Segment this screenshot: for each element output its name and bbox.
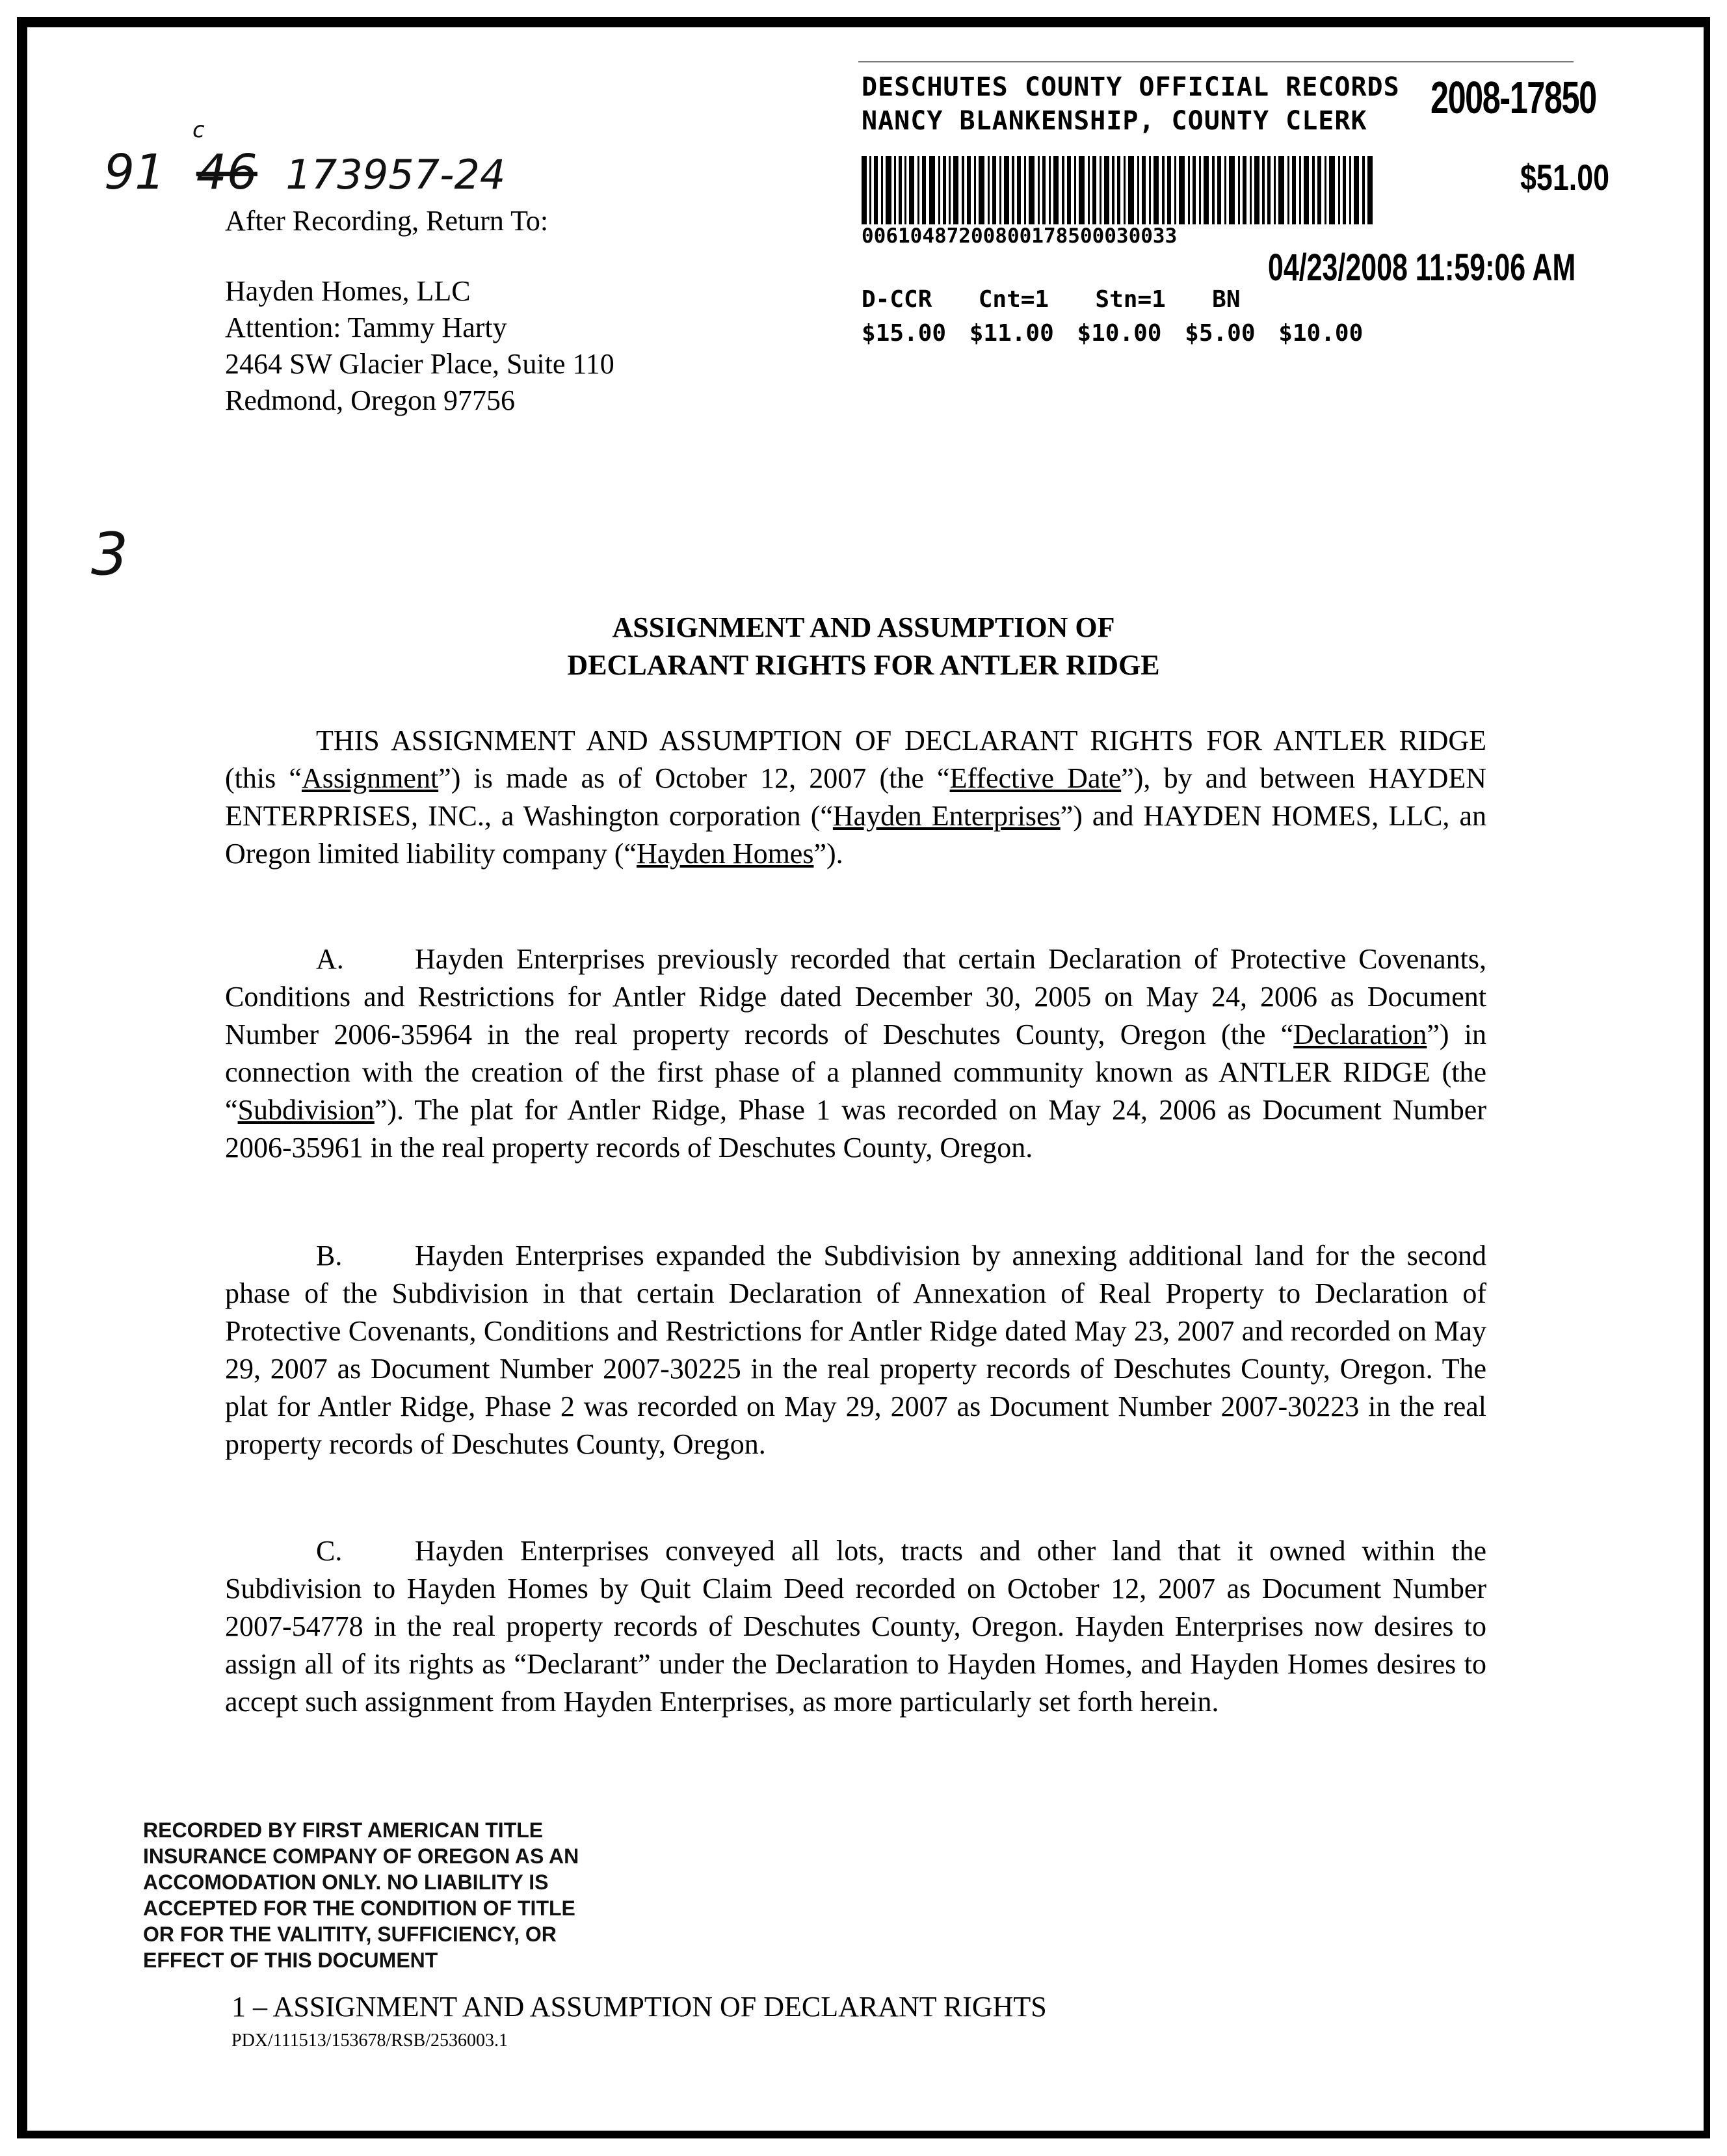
handwritten-order-number xyxy=(104,144,505,200)
return-line-street: 2464 SW Glacier Place, Suite 110 xyxy=(225,348,614,380)
handwritten-tick: c xyxy=(192,117,205,143)
return-address xyxy=(225,273,614,419)
handwritten-struck-number: 46 xyxy=(196,144,257,200)
return-heading: After Recording, Return To: xyxy=(225,205,549,237)
recording-fees-line: $15.00 $11.00 $10.00 $5.00 $10.00 xyxy=(862,320,1364,347)
recording-document-number: 2008-17850 xyxy=(1430,72,1596,123)
recital-c xyxy=(225,1532,1486,1721)
recording-code-line: D-CCR Cnt=1 Stn=1 BN xyxy=(862,286,1241,313)
county-records-line: DESCHUTES COUNTY OFFICIAL RECORDS xyxy=(862,72,1400,102)
recital-b xyxy=(225,1237,1486,1463)
intro-paragraph: THIS ASSIGNMENT AND ASSUMPTION OF DECLARANT RIGHTS FOR ANTLER RIDGE (this “Assignment”) is made as of October 12, 2007 (the “Effective Date”), by and between HAYDEN ENTERPRISES, INC., a Washington corporation (“Hayden Enterprises”) and HAYDEN HOMES, LLC, an Oregon limited liability company (“Hayden Homes”). xyxy=(225,725,1487,870)
title-line-1: ASSIGNMENT AND ASSUMPTION OF xyxy=(612,611,1115,643)
recital-b-label: B. xyxy=(316,1240,343,1271)
document-title xyxy=(0,609,1727,684)
handwritten-prefix: 91 xyxy=(104,144,166,200)
title-company-disclaimer: RECORDED BY FIRST AMERICAN TITLE INSURANCE COMPANY OF OREGON AS AN ACCOMODATION ONLY. NO LIABILITY IS ACCEPTED FOR THE CONDITION OF TITLE OR FOR THE VALITITY, SUFFICIENCY, OR EFFECT OF THIS DOCUMENT xyxy=(143,1818,579,1972)
defined-term-hayden-homes: Hayden Homes xyxy=(636,838,814,870)
recording-header xyxy=(862,70,1400,138)
recital-c-text: Hayden Enterprises conveyed all lots, tracts and other land that it owned within the Subdivision to Hayden Homes by Quit Claim Deed recorded on October 12, 2007 as Document Number 2007-54778 in the real property records of Deschutes County, Oregon. Hayden Enterprises now desires to assign all of its rights as “Declarant” under the Declaration to Hayden Homes, and Hayden Homes desires to accept such assignment from Hayden Enterprises, as more particularly set forth herein. xyxy=(225,1535,1486,1718)
recital-c-label: C. xyxy=(316,1535,343,1567)
recital-b-text: Hayden Enterprises expanded the Subdivision by annexing additional land for the second phase of the Subdivision in that certain Declaration of Annexation of Real Property to Declaration of Protective Covenants, Conditions and Restrictions for Antler Ridge dated May 23, 2007 and recorded on May 29, 2007 as Document Number 2007-30225 in the real property records of Deschutes County, Oregon. The plat for Antler Ridge, Phase 2 was recorded on May 29, 2007 as Document Number 2007-30223 in the real property records of Deschutes County, Oregon. xyxy=(225,1240,1486,1460)
handwritten-number: 173957-24 xyxy=(285,151,506,198)
defined-term-assignment: Assignment xyxy=(301,762,439,794)
defined-term-declaration: Declaration xyxy=(1293,1018,1427,1050)
stamp-rule xyxy=(858,61,1574,62)
footer-document-reference: PDX/111513/153678/RSB/2536003.1 xyxy=(231,2030,508,2051)
title-line-2: DECLARANT RIGHTS FOR ANTLER RIDGE xyxy=(567,649,1160,681)
county-clerk-line: NANCY BLANKENSHIP, COUNTY CLERK xyxy=(862,106,1367,136)
recital-a: A. Hayden Enterprises previously recorded that certain Declaration of Protective Covenants, Conditions and Restrictions for Antler Ridge dated December 30, 2005 on May 24, 2006 as Document Number 2006-35964 in the real property records of Deschutes County, Oregon (the “Declaration”) in connection with the creation of the first phase of a planned community known as ANTLER RIDGE (the “Subdivision”). The plat for Antler Ridge, Phase 1 was recorded on May 24, 2006 as Document Number 2006-35961 in the real property records of Deschutes County, Oregon. xyxy=(225,940,1486,1167)
barcode xyxy=(862,156,1375,224)
return-line-company: Hayden Homes, LLC xyxy=(225,275,471,307)
defined-term-subdivision: Subdivision xyxy=(237,1094,375,1126)
footer-page-title: 1 – ASSIGNMENT AND ASSUMPTION OF DECLARANT RIGHTS xyxy=(231,1991,1047,2023)
recording-fee-total: $51.00 xyxy=(1520,157,1610,198)
handwritten-page-mark: 3 xyxy=(91,520,129,589)
barcode-digits: 00610487200800178500030033 xyxy=(862,224,1178,248)
return-line-attention: Attention: Tammy Harty xyxy=(225,312,507,343)
recording-timestamp: 04/23/2008 11:59:06 AM xyxy=(1268,246,1576,289)
defined-term-effective-date: Effective Date xyxy=(949,762,1122,794)
recital-a-label: A. xyxy=(316,943,344,975)
return-line-city: Redmond, Oregon 97756 xyxy=(225,384,516,416)
defined-term-hayden-enterprises: Hayden Enterprises xyxy=(832,800,1061,832)
recording-codes xyxy=(862,283,1363,351)
